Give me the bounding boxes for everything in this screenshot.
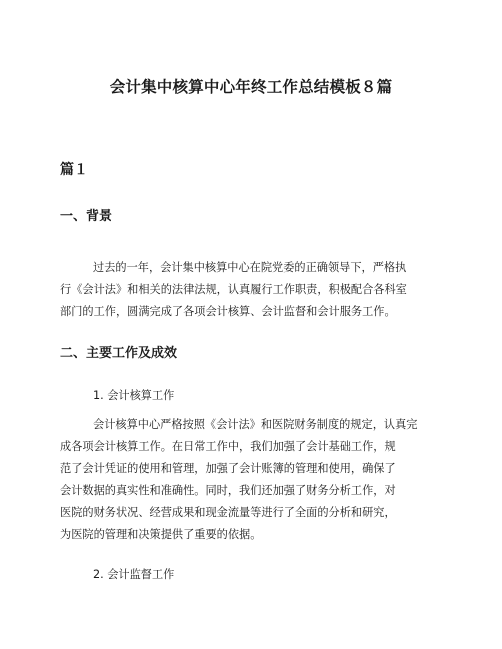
paragraph-line: 部门的工作，圆满完成了各项会计核算、会计监督和会计服务工作。 [60, 305, 396, 318]
paragraph-line: 过去的一年，会计集中核算中心在院党委的正确领导下，严格执 [93, 261, 407, 274]
item-heading-accounting: 1. 会计核算工作 [93, 389, 175, 402]
document-title: 会计集中核算中心年终工作总结模板８篇 [109, 78, 393, 96]
paragraph-line: 会计核算中心严格按照《会计法》和医院财务制度的规定，认真完 [93, 418, 418, 431]
accounting-paragraph [60, 414, 444, 546]
paragraph-line: 为医院的管理和决策提供了重要的依据。 [60, 528, 262, 541]
background-paragraph [60, 257, 444, 323]
paragraph-line: 会计数据的真实性和准确性。同时，我们还加强了财务分析工作，对 [60, 484, 396, 497]
paragraph-line: 行《会计法》和相关的法律法规，认真履行工作职责，积极配合各科室 [60, 283, 407, 296]
paragraph-line: 医院的财务状况、经营成果和现金流量等进行了全面的分析和研究， [60, 506, 396, 519]
item-heading-supervision: 2. 会计监督工作 [93, 568, 175, 581]
section-heading-background: 一、背景 [60, 209, 113, 224]
part-heading: 篇１ [60, 162, 88, 178]
paragraph-line: 范了会计凭证的使用和管理，加强了会计账簿的管理和使用，确保了 [60, 462, 396, 475]
section-heading-main-work: 二、主要工作及成效 [60, 346, 178, 361]
paragraph-line: 成各项会计核算工作。在日常工作中，我们加强了会计基础工作，规 [60, 440, 396, 453]
